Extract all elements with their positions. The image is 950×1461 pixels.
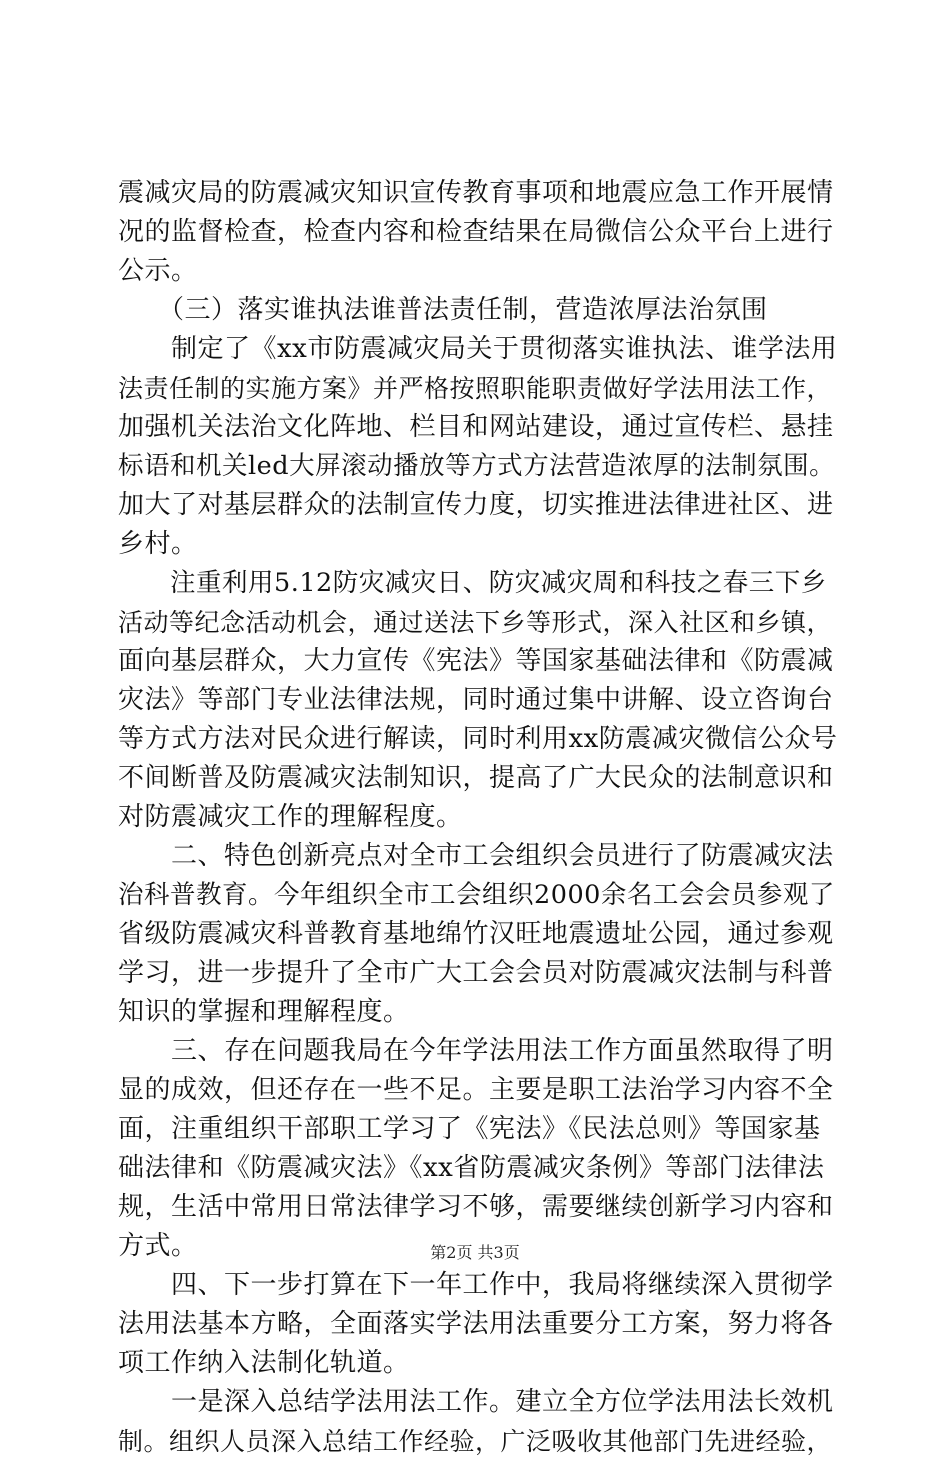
document-body — [118, 174, 838, 1461]
text-line: 灾法》等部门专业法律法规，同时通过集中讲解、设立咨询台 — [118, 685, 834, 715]
text-line: 况的监督检查，检查内容和检查结果在局微信公众平台上进行 — [118, 217, 834, 247]
text-line: 注重利用5.12防灾减灾日、防灾减灾周和科技之春三下乡 — [118, 568, 827, 598]
section-heading: （三）落实谁执法谁普法责任制，营造浓厚法治氛围 — [118, 295, 768, 325]
text-line: 制定了《xx市防震减灾局关于贯彻落实谁执法、谁学法用 — [118, 334, 838, 364]
text-line: 震减灾局的防震减灾知识宣传教育事项和地震应急工作开展情 — [118, 178, 834, 208]
text-line: 法责任制的实施方案》并严格按照职能职责做好学法用法工作， — [118, 374, 833, 403]
text-line: 法用法基本方略，全面落实学法用法重要分工方案，努力将各 — [118, 1309, 834, 1339]
text-line: 知识的掌握和理解程度。 — [118, 997, 410, 1027]
text-line: 制。组织人员深入总结工作经验，广泛吸收其他部门先进经验， — [118, 1427, 833, 1456]
text-line: 显的成效，但还存在一些不足。主要是职工法治学习内容不全 — [118, 1075, 834, 1105]
text-line: 加大了对基层群众的法制宣传力度，切实推进法律进社区、进 — [118, 490, 834, 520]
text-line: 乡村。 — [118, 529, 198, 559]
text-line: 公示。 — [118, 256, 198, 286]
page-number-footer: 第2页 共3页 — [430, 1243, 520, 1262]
text-line: 标语和机关led大屏滚动播放等方式方法营造浓厚的法制氛围。 — [118, 451, 836, 481]
text-line: 面，注重组织干部职工学习了《宪法》《民法总则》等国家基 — [118, 1114, 821, 1144]
text-line: 规，生活中常用日常法律学习不够，需要继续创新学习内容和 — [118, 1192, 834, 1222]
text-line: 活动等纪念活动机会，通过送法下乡等形式，深入社区和乡镇， — [118, 608, 833, 637]
text-line: 础法律和《防震减灾法》《xx省防震减灾条例》等部门法律法 — [118, 1153, 825, 1183]
text-line: 方式。 — [118, 1231, 198, 1261]
text-line: 四、下一步打算在下一年工作中，我局将继续深入贯彻学 — [118, 1270, 834, 1300]
text-line: 加强机关法治文化阵地、栏目和网站建设，通过宣传栏、悬挂 — [118, 412, 834, 442]
text-line: 治科普教育。今年组织全市工会组织2000余名工会会员参观了 — [118, 880, 835, 910]
text-line: 一是深入总结学法用法工作。建立全方位学法用法长效机 — [118, 1387, 834, 1417]
text-line: 对防震减灾工作的理解程度。 — [118, 802, 463, 832]
text-line: 学习，进一步提升了全市广大工会会员对防震减灾法制与科普 — [118, 958, 834, 988]
text-line: 项工作纳入法制化轨道。 — [118, 1348, 410, 1378]
text-line: 二、特色创新亮点对全市工会组织会员进行了防震减灾法 — [118, 841, 834, 871]
text-line: 省级防震减灾科普教育基地绵竹汉旺地震遗址公园，通过参观 — [118, 919, 834, 949]
text-line: 等方式方法对民众进行解读，同时利用xx防震减灾微信公众号 — [118, 724, 838, 754]
text-line: 面向基层群众，大力宣传《宪法》等国家基础法律和《防震减 — [118, 646, 834, 676]
text-line: 三、存在问题我局在今年学法用法工作方面虽然取得了明 — [118, 1036, 834, 1066]
text-line: 不间断普及防震减灾法制知识，提高了广大民众的法制意识和 — [118, 763, 834, 793]
